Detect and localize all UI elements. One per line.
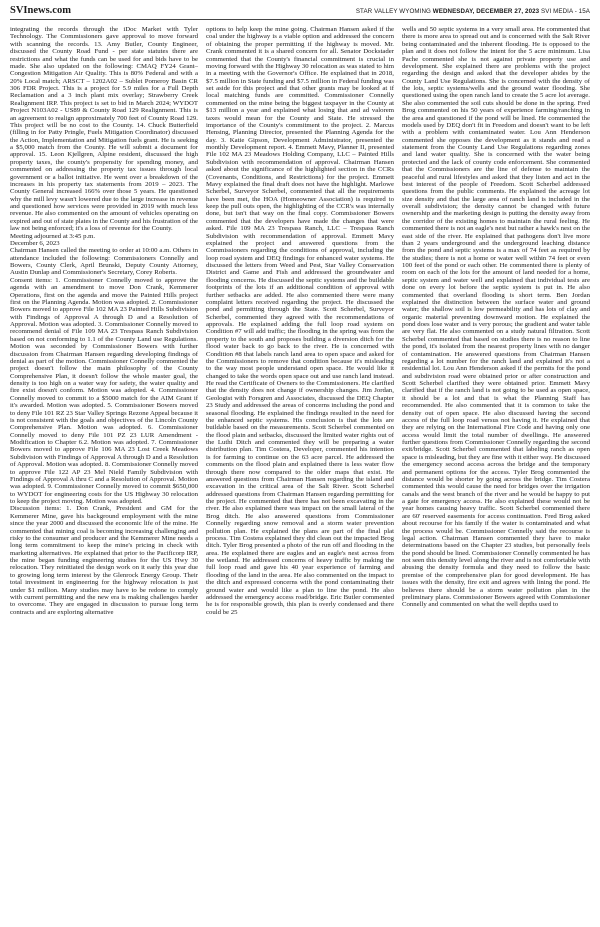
article-column-1 (10, 26, 198, 616)
publication-name: STAR VALLEY WYOMING (355, 8, 431, 15)
article-column-2 (206, 26, 394, 616)
paragraph: options to help keep the mine going. Chairman Hansen asked if the coal under the highway is a viable option and addressed the concern of obtaining the proper permitting if the highway is moved. Mr. Crank commented it is a shared concern for all. Senator Dockstader commented that the County's financial commitment is crucial in moving forward with the Highway 30 relocation as was stated to him in a meeting with the Governor's Office. He explained that in 2018, $7.5 million in State funding and $7.5 million in Federal funding was set aside for this project and that other grants may be looked at if local matching funds are committed. Commissioner Connelly commented on the mine being the biggest taxpayer in the County at $13 million a year and explained what losing that and ad valorem taxes would mean for the County and State. He stressed the importance of the County's commitment to the project. 2. Marcus Hensing, Planning Director, presented the Planning Agenda for the day. 3. Katie Gipson, Development Administrator, presented the monthly Development report. 4. Emmett Mavy, Planner II, presented File 102 MA 23 Meadows Holding Company, LLC – Painted Hills Subdivision with recommendation of approval. Chairman Hansen asked about the significance of the highlighted section in the CCRs (Covenants, Conditions, and Restrictions) for the project. Emmett Mavy explained the final draft does not have the highlight. Marlowe Scherbel, Surveyor Scherbel, commented that all the requirements have been met, the HOA (Homeowner Association) is required to keep the pull outs open, the highlighting of the CCR's was internally done, but isn't that way on the final copy. Commissioner Bowers commented that the developers have made the changes that were asked. File 109 MA 23 Trespass Ranch, LLC – Trespass Ranch Subdivision with recommendation of approval. Emmett Mavy explained the project and answered questions from the Commissioners regarding the conditions of approval, including the loop road system and DEQ findings for enhanced water systems. He discussed the letters from Weed and Pest, Star Valley Conservation District and Game and Fish and addressed the groundwater and flooding concerns. He discussed the septic systems and the buildable footprints of the lots if an additional condition of approval with further setbacks are added. He also commented there were many complaint letters received regarding the project. He discussed the pond and permitting through the State. Scott Scherbel, Surveyor Scherbel, commented they agreed with the recommendations of approvals. He explained adding the full loop road system on Condition #7 will add traffic; the flooding in the spring was from the property to the south and proposes building a diversion ditch for the flood water back to go back to the river. He is concerned with Condition #8 that labels ranch land area to open space and asked for the Commissioners to remove that condition because it's misleading to the way most people understand open space. He would like it changed to take the words open space out and use ranch land instead. He read the Certificate of Owners to the Commissioners. He clarified that the density does not change if ownership changes. Jim Jordan, Geologist with Forsgren and Associates, discussed the DEQ Chapter 23 Study and addressed the areas of concerns including the pond and seasonal flooding. He explained the findings resulted in the need for the enhanced septic systems. His conclusion is that the lots are buildable based on the measurements. Scott Scherbel commented on the flood plain and setbacks, discussed the limited water rights out of the Luthi Ditch and commented they will be preparing a water distribution plan. Tim Costera, Developer, commented his intention is for farming to continue on the 63 acre parcel. He addressed the comments on the flood plain and explained there is less water flow through there now compared to the older maps that exist. He answered questions from Chairman Hansen regarding the island and excavation in the critical area of the Salt River. Scott Scherbel addressed questions from Chairman Hansen regarding permitting for the project. He commented that there has not been excavating in the river. He also explained there was impact on the small lateral of the Brog ditch. He also answered questions from Commissioner Connelly regarding snow removal and a storm water prevention pollution plan. He explained the plans are part of the final plat process. Tim Costera explained they did clean out the impacted Brog ditch. Tyler Brog presented a photo of the run off and flooding in the area. He explained there are eagles and an eagle's nest across from the wetland. He addressed concerns of heavy traffic by making the full loop road and gave his 40 year experience of farming and flooding of the land in the area. He also commented on the impact to the ditch and expressed concerns with the pond contaminating their ground water and would like a plan to line the pond. He also addressed the emergency access road/bridge. Eric Butler commented he is for responsible growth, this plan is overly condensed and there could be 25 (206, 26, 394, 616)
paragraph: December 6, 2023 (10, 239, 60, 247)
paragraph: wells and 50 septic systems in a very small area. He commented that there is more area to spread out and is concerned with the Salt River being contaminated and the inherent flooding. He is opposed to the plan and it does not follow the intent for the 5 acre minimum. Lisa Pache commented she is not against private property use and development. She explained there are problems with the project regarding the design and asked that the developer abides by the County Land Use Regulations. She is concerned with the density of the lots, septic systems/wells and the ground water flooding. She questioned using the open ranch land to create the 5 acre lot average. She also commented the soil cuts should be done in the spring. Fred Brog commented on his 50 years of experience farming/ranching in the area and questioned if the pond will be lined. He commented the models used by DEQ don't fit in Freedom and doesn't want to be left with a problem with contaminated water. Lou Ann Henderson commented she opposes the development as it stands and read a statement from the County Land Use Regulations regarding zones and land water quality. She is concerned with the water being protected and the lack of county code enforcement. She commented that the Commissioners are the line of defense to maintain the peaceful and rural lifestyles and asked that they listen and act in the best interest of the people of Freedom. Scott Scherbel addressed questions from the public comments. He explained the acreage lot size density and that the large area of ranch land is included in the overall subdivision; the density cannot be changed with future ownership and the marketing design is putting the density away from the corridor of the existing homes to maintain the rural feeling. He commented there is not an eagle's nest but rather a hawk's nest on the east side of the river. He explained that pathogens don't live more than 2 years underground and the underground leaching distance from the pond and septic systems is a max of 74 feet as required by the studies; there is not a home or water well within 74 feet or even 100 feet of the pond or each other. He commented there is plenty of room on each of the lots for the amount of land needed for a home, septic system and water well and explained that individual tests are done on every lot before the septic system is put in. He also commented that overland flooding is short term. Ben Jordan explained the distinction between the surface water and ground water; the shallow soil is low permeability and has lots of clay and organic material preventing downward motion. He explained the pond does lose water and is very porous; the gradient and water table are very flat. He also commented on a study natural filtration. Scott Scherbel commented that based on studies there is no reason to line the pond, it's isolated from the nearest property lines with no danger of contamination. He answered questions from Chairman Hansen regarding a lot number for the ranch land and explained it's not a residential lot. Lou Ann Henderson asked if the permits for the pond and subdivision road were obtained prior or after construction and Scott Scherbel clarified they were obtained prior. Emmett Mavy clarified that if the ranch land is not going to be used as open space, it should be a lot and that is what the Planning Staff has recommended. He also commented that it is common to take the density out of open space. He also discussed having the second access of the full loop road versus not having it. He explained that they are relying on the International Fire Code and having only one access would limit the total number of dwellings. He answered further questions from Commissioner Connelly regarding the second exit/bridge. Scott Scherbel commented that labeling ranch as open space is misleading, but they are fine with it either way. He discussed the emergency second access across the bridge and the temporary and permanent options for the access. Tyler Brog commented the distance would be shorter by going across the bridge. Tim Costera commented this would cause the need for bridges over the irrigation canals and the west branch of the river and he would be happy to put a gate for emergency access. He also explained these would not be year homes causing heavy traffic. Scott Scherbel commented there are 60' reserved easements for access continuation. Fred Brog asked about recourse for his family if the water is contaminated and what the process would be. Commissioner Connelly said the recourse is legal action. Chairman Hansen commented they have to make determinations based on the Chapter 23 studies, but personally feels the pond should be lined. Commissioner Connelly commented he has not seen this density level along the river and is not comfortable with abusing the density formula and they need to follow the basic premise of the comprehensive plan for good development. He has issues with the density, fire exit and agrees with lining the pond. He believes there should be a storm water pollution plan in the preliminary plans. Commissioner Bowers agreed with Commissioner Connelly and commented on what the well depths used to (402, 26, 590, 609)
issue-date: WEDNESDAY, DECEMBER 27, 2023 (432, 8, 540, 15)
paragraph: Discussion items: 1. Don Crank, President and GM for the Kemmerer Mine, gave his background employment with the mine since the year 2000 and discussed the economic life of the mine. He commented that mining coal is becoming increasing challenging and risky to the consumer and producer and the Kemmerer Mine needs a long term commitment to keep the mine's pricing in check with marketing alternatives. He explained that prior to the Pacificorp IRP, the mine began funding engineering studies for the US Hwy 30 relocation. They reinitiated the design work on it early this year due to growing long term interest by the Glenrock Energy Group. Their total investment in engineering for the highway relocation is just under $1 million. Many studies may have to be redone to comply with current permitting and the new era is making challenges harder to overcome. They are engaged in discussion to pursue long term contracts and are exploring alternative (10, 505, 198, 616)
dateline (356, 8, 590, 15)
paragraph: Meeting adjourned at 3:45 p.m. (10, 232, 96, 240)
article-column-3 (402, 26, 590, 609)
site-name: SVInews.com (10, 5, 71, 16)
page-number: SVI MEDIA - 15A (541, 8, 590, 15)
paragraph: Chairman Hansen called the meeting to order at 10:00 a.m. Others in attendance included the following: Commissioners Connelly and Bowers, County Clerk, April Brunski, Deputy County Attorney, Austin Dunlap and Commissioner's Secretary, Corey Roberts. (10, 247, 198, 277)
paragraph: Consent items: 1. Commissioner Connelly moved to approve the agenda with an amendment to move Don Crank, Kemmerer Operations, first on the agenda and move the Painted Hills project first on the Planning Agenda. Motion was adopted. 2. Commissioner Bowers moved to approve File 102 MA 23 Painted Hills Subdivision with Findings of Approval A through D and a Resolution of Approval. Motion was adopted. 3. Commissioner Connelly moved to recommend denial of File 109 MA 23 Trespass Ranch Subdivision based on not conforming to 1.1 of the County Land use Regulations. Motion was seconded by Commissioner Bowers with further discussion from Chairman Hansen regarding developing findings of denial as part of the motion. Commissioner Connelly commented the project doesn't follow the main philosophy of the County Comprehensive Plan, it doesn't follow the whole master goal, the density is too high on a water way for safety, the water quality and fire exist doesn't conform. Motion was adopted. 4. Commissioner Connelly moved to commit to a $5000 match for the AIM Grant if it's awarded. Motion was adopted. 5. Commissioner Bowers moved to deny File 101 RZ 23 Star Valley Springs Rezone Appeal because it is not consistent with the goals and objectives of the Lincoln County Comprehensive Plan. Motion was adopted. 6. Commissioner Connelly moved to deny File 101 PZ 23 LUR Amendment - Modification to Chapter 6.2. Motion was adopted. 7. Commissioner Bowers moved to approve File 106 MA 23 Lost Creek Meadows Subdivision with Findings of Approval A through D and a Resolution of Approval. Motion was adopted. 8. Commissioner Connelly moved to approve File 122 AP 23 Mel Nield Family Subdivision with Findings of Approval A thru C and a Resolution of Approval. Motion was adopted. 9. Commissioner Connelly moved to commit $650,000 to WYDOT for engineering costs for the US Highway 30 relocation to keep the project moving. Motion was adopted. (10, 276, 198, 505)
page-header (10, 4, 590, 20)
paragraph: integrating the records through the iDoc Market with Tyler Technology. The Commissioners gave approval to move forward with scanning the records. 13. Amy Butler, County Engineer, discussed the County Road Fund - per state statutes there are restrictions and what the funds can be used for and bids have to be made. She also updated on the following: CMAQ FY24 Grant– Congestion Mitigation Air Quality. This is 80% Federal and with a 20% Local match; ARSCT – 1202A02 – Sublet Pomeroy Basin CR 306 FDR Project. This is a project for 5.9 miles for a Full Depth Reclamation and a 3 inch plant mix overlay; Strawberry Creek Realignment IRP. This project is set to bid in March 2024; WYDOT Project N103A02 - US89 & County Road 129 Realignment. This is an agreement to realign approximately 700 feet of County Road 129. This project will be no cost to the County. 14. Chuck Butterfield (filling in for Patty Pringle, Fuels Mitigation Coordinator) discussed the Action, Implementation and Mitigation fuels grant. He is seeking a $5,000 match from the County. He will submit a document for approval. 15. Leon Kjellgren, Alpine resident, discussed the high property taxes, the county's propensity for spending money, and commented on addressing the property tax issues through local government or a ballot initiative. He went over a breakdown of the increases in his property tax statements from 2019 – 2023. The County General increased 166% over those 5 years. He questioned why the mill levy wasn't lowered due to the large increase in revenue and questioned how services were provided in 2019 with much less revenue. He also commented on the amount of vehicles operating on expired and out of state plates in the County and his frustration of the law not being enforced; it's a loss of revenue for the County. (10, 26, 198, 233)
